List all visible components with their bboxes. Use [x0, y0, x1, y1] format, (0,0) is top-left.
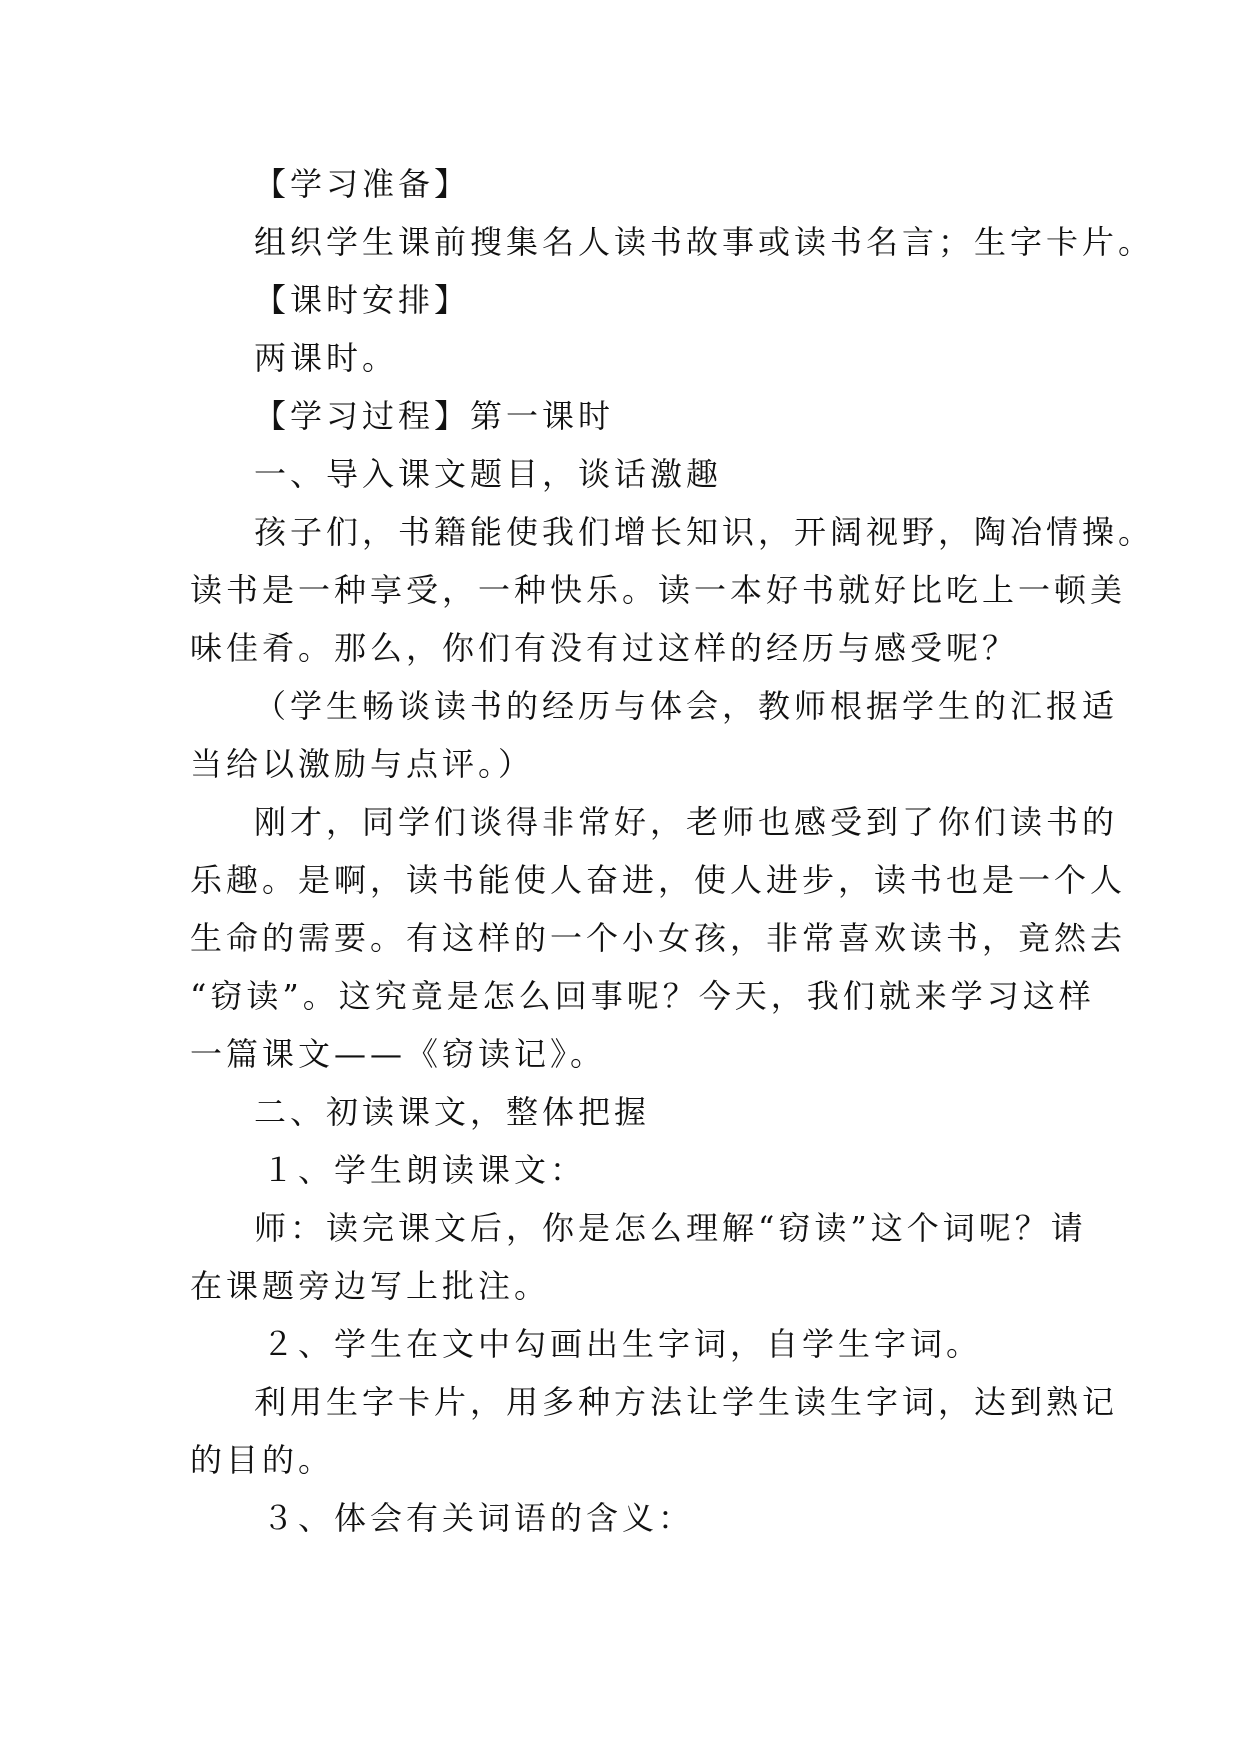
list-item: １、学生朗读课文：	[262, 1151, 587, 1189]
paragraph-line: 味佳肴。那么，你们有没有过这样的经历与感受呢？	[190, 629, 1019, 667]
paragraph-line: 乐趣。是啊，读书能使人奋进，使人进步，读书也是一个人	[190, 861, 1127, 899]
paragraph-line: 读书是一种享受，一种快乐。读一本好书就好比吃上一顿美	[190, 571, 1127, 609]
paragraph-line: 一篇课文——《窃读记》。	[190, 1035, 607, 1073]
paragraph-line: 在课题旁边写上批注。	[190, 1267, 551, 1305]
paragraph-line: “窃读”。这究竟是怎么回事呢？今天，我们就来学习这样	[190, 977, 1095, 1015]
paragraph-line: 刚才，同学们谈得非常好，老师也感受到了你们读书的	[254, 803, 1119, 841]
paragraph-line: 师：读完课文后，你是怎么理解“窃读”这个词呢？请	[254, 1209, 1087, 1247]
paragraph-line: 的目的。	[190, 1441, 335, 1479]
paragraph-line: 两课时。	[254, 339, 399, 377]
heading-learning-process: 【学习过程】第一课时	[254, 397, 615, 435]
paragraph-line: 生命的需要。有这样的一个小女孩，非常喜欢读书，竟然去	[190, 919, 1127, 957]
paragraph-line: （学生畅谈读书的经历与体会，教师根据学生的汇报适	[254, 687, 1119, 725]
section-heading: 二、初读课文，整体把握	[254, 1093, 651, 1131]
heading-learning-preparation: 【学习准备】	[254, 165, 471, 203]
section-heading: 一、导入课文题目，谈话激趣	[254, 455, 723, 493]
paragraph-line: 孩子们，书籍能使我们增长知识，开阔视野，陶冶情操。	[254, 513, 1155, 551]
list-item: ３、体会有关词语的含义：	[262, 1499, 695, 1537]
list-item: ２、学生在文中勾画出生字词，自学生字词。	[262, 1325, 983, 1363]
heading-class-schedule: 【课时安排】	[254, 281, 471, 319]
paragraph-line: 利用生字卡片，用多种方法让学生读生字词，达到熟记	[254, 1383, 1119, 1421]
paragraph-line: 组织学生课前搜集名人读书故事或读书名言；生字卡片。	[254, 223, 1155, 261]
paragraph-line: 当给以激励与点评。）	[190, 745, 535, 783]
